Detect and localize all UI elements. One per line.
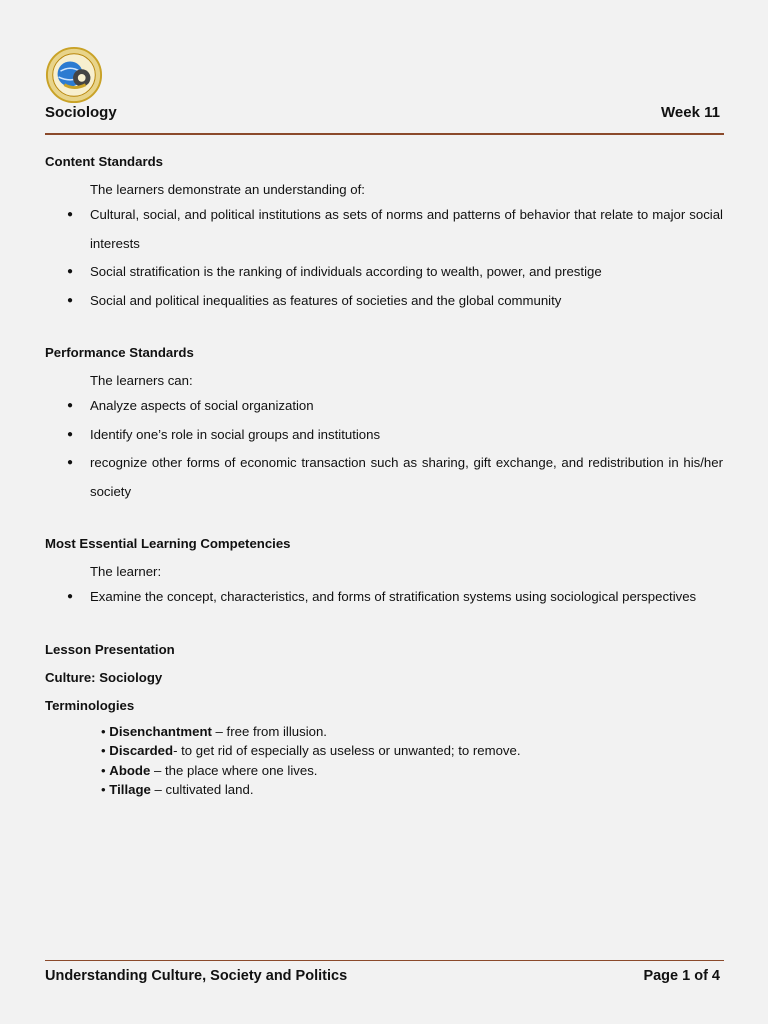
header-divider — [45, 133, 724, 135]
list-item: ● recognize other forms of economic transaction such as sharing, gift exchange, and redistribution in his/her society — [45, 449, 723, 506]
term-definition: – the place where one lives. — [150, 762, 318, 778]
school-seal-logo — [45, 46, 103, 104]
content-standards-heading: Content Standards — [45, 154, 163, 169]
list-item: ● Cultural, social, and political institutions as sets of norms and patterns of behavior that relate to major social interests — [45, 201, 723, 258]
list-item: ● Analyze aspects of social organization — [45, 392, 723, 421]
competencies-intro: The learner: — [90, 564, 162, 579]
term-item: • Tillage – cultivated land. — [101, 782, 254, 797]
page-number: Page 1 of 4 — [643, 968, 720, 984]
performance-standards-intro: The learners can: — [90, 373, 193, 388]
performance-standards-heading: Performance Standards — [45, 345, 194, 360]
footer-divider — [45, 960, 724, 961]
term-definition: – free from illusion. — [211, 723, 327, 739]
term-item: • Disenchantment – free from illusion. — [101, 723, 327, 739]
document-body — [45, 152, 723, 800]
competencies-heading: Most Essential Learning Competencies — [45, 536, 291, 551]
term-word: Tillage — [109, 782, 151, 797]
list-item: ● Identify one’s role in social groups and institutions — [45, 421, 723, 450]
week-label: Week 11 — [661, 104, 720, 121]
term-word: Abode — [109, 762, 151, 778]
term-definition: - to get rid of especially as useless or unwanted; to remove. — [173, 743, 521, 758]
terminology-list — [45, 722, 723, 800]
list-item: ● Social and political inequalities as features of societies and the global community — [45, 287, 723, 316]
term-item: • Abode – the place where one lives. — [101, 762, 318, 778]
term-definition: – cultivated land. — [150, 782, 254, 797]
list-item: ● Social stratification is the ranking of individuals according to wealth, power, and prestige — [45, 258, 723, 287]
footer-course-title: Understanding Culture, Society and Politics — [45, 968, 348, 984]
term-item: • Discarded- to get rid of especially as useless or unwanted; to remove. — [101, 743, 521, 758]
lesson-topic: Culture: Sociology — [45, 669, 163, 685]
subject-title: Sociology — [45, 104, 117, 121]
term-word: Disenchantment — [109, 723, 212, 739]
term-word: Discarded — [109, 743, 174, 758]
list-item: ● Examine the concept, characteristics, and forms of stratification systems using sociological perspectives — [45, 583, 723, 612]
lesson-presentation-heading: Lesson Presentation — [45, 641, 175, 657]
terminologies-heading: Terminologies — [45, 697, 135, 713]
content-standards-intro: The learners demonstrate an understanding of: — [90, 182, 365, 197]
